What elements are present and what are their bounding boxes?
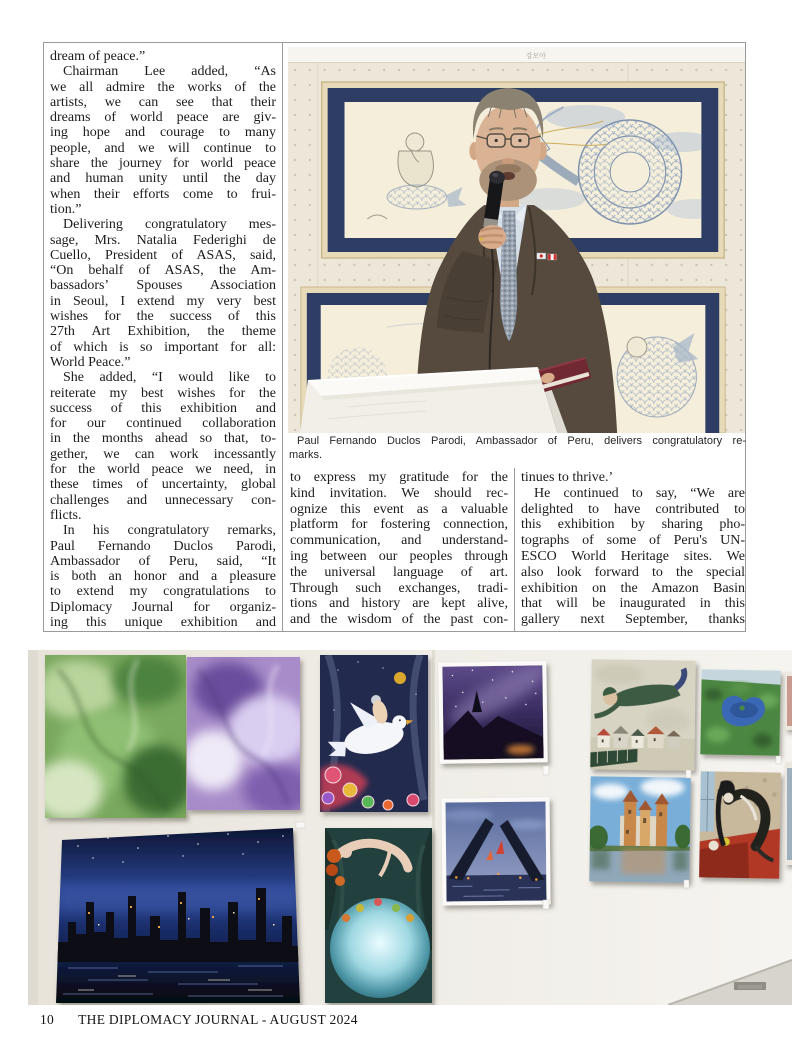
painting-green-abstract: [33, 655, 193, 820]
text-line: success of this exhibition and: [50, 400, 276, 416]
text-line: ing hope and courage to many: [50, 125, 276, 141]
middle-column-1: [290, 470, 508, 628]
text-line: delighted to have contributed to: [521, 501, 745, 517]
text-line: In his congratulatory remarks,: [63, 523, 276, 539]
text-line: kind invitation. We should rec-: [290, 485, 508, 501]
text-line: He continued to say, “We are: [534, 485, 745, 501]
text-line: Paul Fernando Duclos Parodi,: [50, 538, 276, 554]
text-line: ognize this event as a valuable: [290, 501, 508, 517]
text-line: flicts.: [50, 507, 82, 523]
photo-caption: [289, 434, 746, 462]
wall-label: 강모아: [525, 51, 546, 61]
text-line: Cuello, President of ASAS, said,: [50, 247, 276, 263]
text-line: ing this unique exhibition and: [50, 614, 276, 630]
text-line: tographs of some of Peru's UN-: [521, 533, 745, 549]
text-line: dreams of world peace are giv-: [50, 110, 276, 126]
gallery-photo: [28, 650, 792, 1005]
text-line: these times of uncertainty, global: [50, 477, 276, 493]
speaker-face: [469, 88, 546, 201]
text-line: this exhibition by sharing pho-: [521, 517, 745, 533]
painting-purple-abstract: [183, 657, 313, 815]
text-line: share the journey for world peace: [50, 156, 276, 172]
photo-milky-way: [438, 656, 554, 764]
text-line: Ambassador of Peru, said, “It: [50, 553, 276, 569]
text-line: gallery next September, thanks: [521, 612, 745, 628]
ambassador-photo-illustration: [288, 47, 745, 433]
text-line: is both an honor and a pleasure: [50, 569, 276, 585]
photo-forest-lake: [700, 669, 780, 755]
text-line: “On behalf of ASAS, the Am-: [50, 263, 276, 279]
painting-chagall-birthday: [699, 771, 781, 878]
text-line: exhibition on the Amazon Basin: [521, 580, 745, 596]
middle-column-2: [521, 470, 745, 628]
text-line: we all admire the works of the: [50, 79, 276, 95]
text-line: marks.: [289, 449, 322, 461]
text-line: Chairman Lee added, “As: [63, 64, 276, 80]
journal-title: THE DIPLOMACY JOURNAL - AUGUST 2024: [78, 1012, 358, 1027]
text-line: for our continued collaboration: [50, 416, 276, 432]
text-line: Diplomacy Journal for organiz-: [50, 599, 276, 615]
text-line: reiterate my best wishes for the: [50, 385, 276, 401]
painting-dove: [319, 655, 428, 812]
text-line: gether, we can work incessantly: [50, 446, 276, 462]
text-line: Delivering congratulatory mes-: [63, 217, 276, 233]
text-line: in the months ahead so that, to-: [50, 431, 276, 447]
painting-sphere-figure: [325, 828, 432, 1003]
text-line: wishes for the success of this: [50, 309, 276, 325]
text-line: of which is so important for all:: [50, 339, 276, 355]
painting-chagall-town: [589, 659, 696, 770]
text-line: to express my gratitude for the: [290, 470, 508, 485]
ambassador-photo: [288, 47, 745, 433]
text-line: communication, and understand-: [290, 533, 508, 549]
text-line: ESCO World Heritage sites. We: [521, 548, 745, 564]
text-line: Paul Fernando Duclos Parodi, Ambassador of Peru, delivers congratulatory re-: [297, 435, 746, 447]
text-line: ing between our peoples through: [290, 548, 508, 564]
text-line: the universal language of art.: [290, 564, 508, 580]
text-line: that will be inaugurated in this: [521, 596, 745, 612]
gallery-photo-illustration: [28, 650, 792, 1005]
text-line: tinues to thrive.’: [521, 470, 614, 485]
photo-drawbridge: [441, 797, 550, 905]
column-rule-middle: [514, 468, 515, 632]
text-line: platform for fostering connection,: [290, 517, 508, 533]
text-line: tions and history are kept alive,: [290, 596, 508, 612]
photo-castle: [587, 776, 691, 882]
text-line: also look forward to the special: [521, 564, 745, 580]
text-line: for the world peace we need, in: [50, 462, 276, 478]
text-line: artists, we can see that their: [50, 94, 276, 110]
page-footer: [40, 1012, 358, 1028]
text-line: World Peace.”: [50, 354, 131, 370]
text-line: Through such exchanges, tradi-: [290, 580, 508, 596]
painting-night-cityscape: [56, 828, 300, 1003]
text-line: in Seoul, I extend my very best: [50, 293, 276, 309]
text-line: bassadors’ Spouses Association: [50, 278, 276, 294]
left-column: [50, 49, 276, 630]
text-line: when their efforts come to frui-: [50, 186, 276, 202]
text-line: She added, “I would like to: [63, 370, 276, 386]
column-rule-left: [282, 42, 283, 632]
edge-artworks: [785, 672, 792, 865]
text-line: and the wisdom of the past con-: [290, 612, 508, 628]
text-line: challenges and unnecessary con-: [50, 492, 276, 508]
text-line: 27th Art Exhibition, the theme: [50, 324, 276, 340]
text-line: to extend my congratulations to: [50, 584, 276, 600]
text-line: sage, Mrs. Natalia Federighi de: [50, 232, 276, 248]
text-line: and human unity until the day: [50, 171, 276, 187]
page-number: 10: [40, 1012, 55, 1027]
text-line: tion.”: [50, 201, 82, 217]
text-line: dream of peace.”: [50, 49, 146, 64]
text-line: people, and we will continue to: [50, 140, 276, 156]
